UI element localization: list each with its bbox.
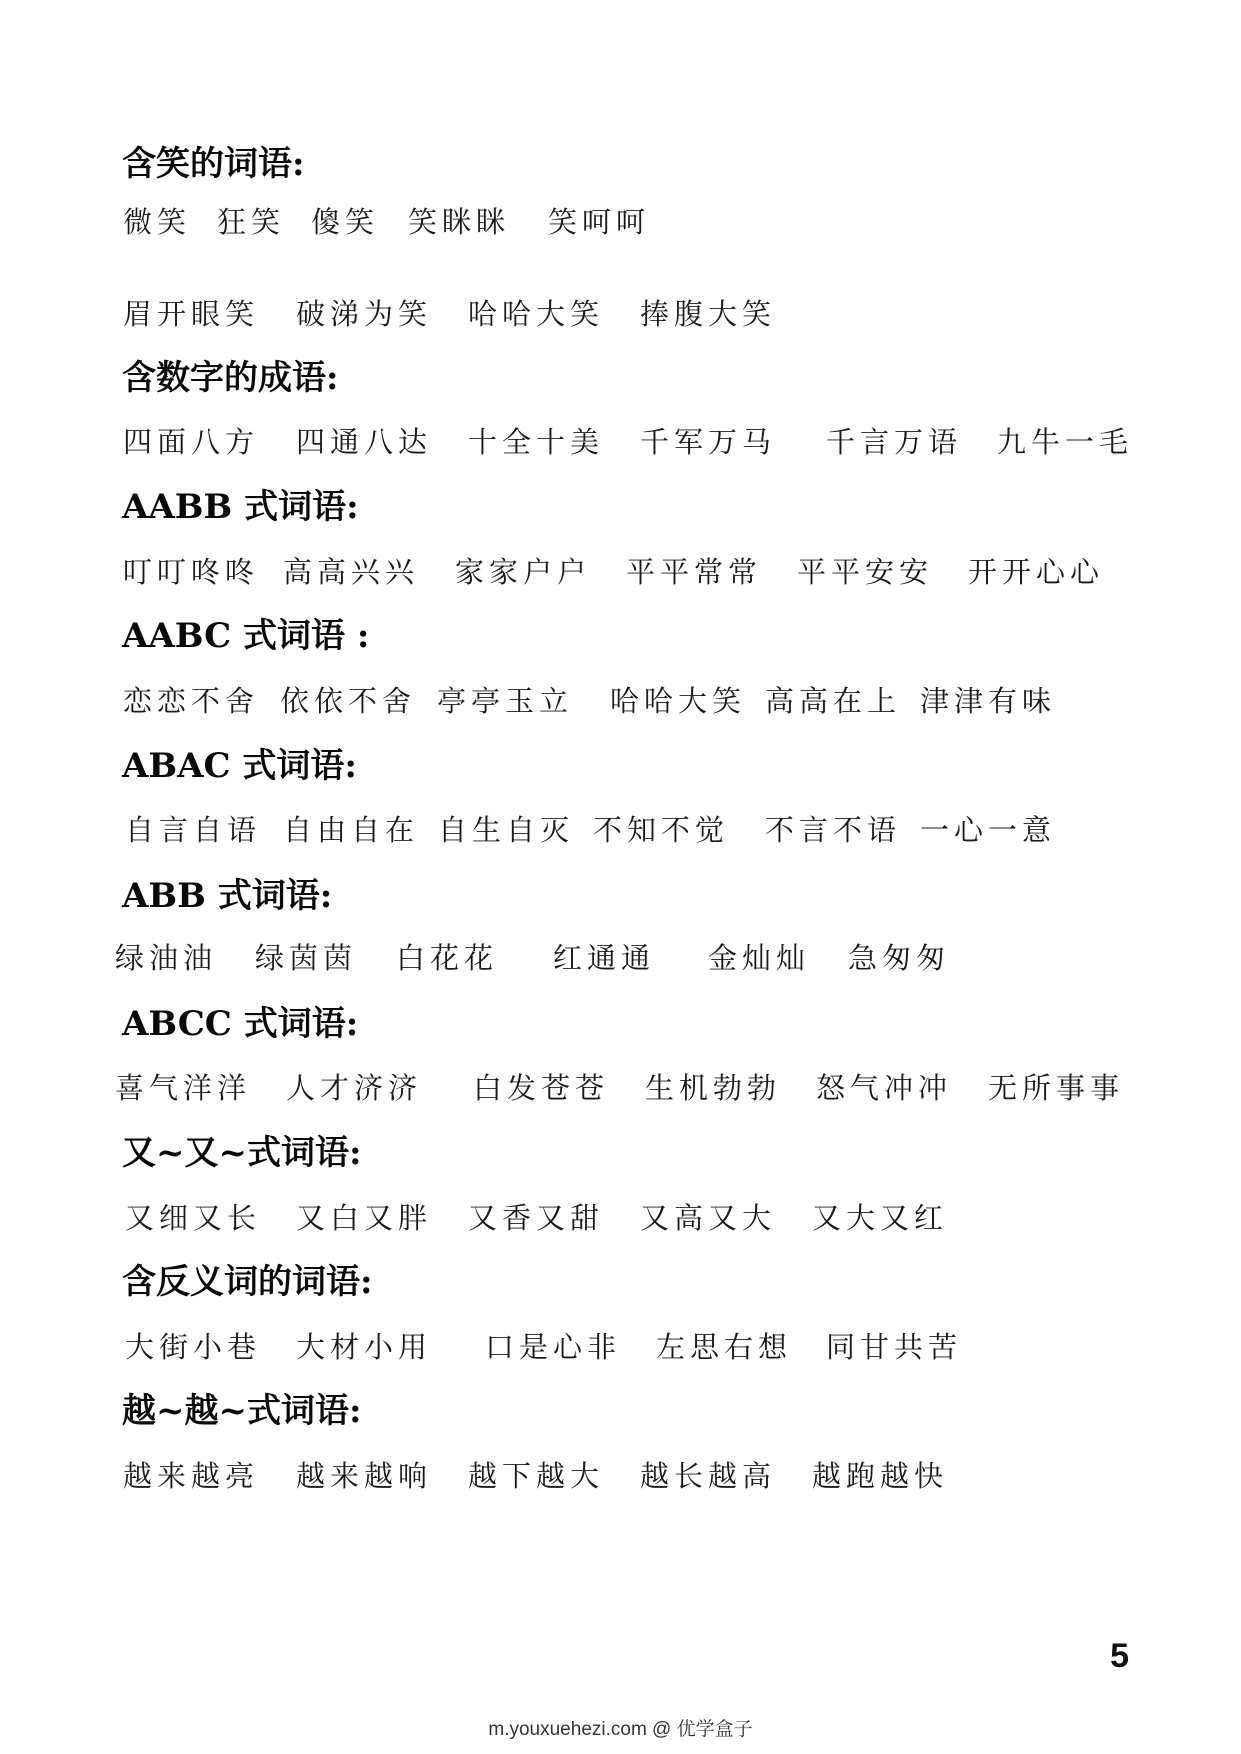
vocabulary-word: 生机勃勃 bbox=[645, 1071, 782, 1105]
vocabulary-word: 无所事事 bbox=[988, 1071, 1125, 1105]
vocabulary-word: 又白又胖 bbox=[296, 1201, 433, 1235]
vocabulary-word: 怒气冲冲 bbox=[816, 1071, 953, 1105]
vocabulary-word: 九牛一毛 bbox=[997, 425, 1134, 459]
vocabulary-word: 越来越亮 bbox=[123, 1459, 260, 1493]
vocabulary-word: 不知不觉 bbox=[593, 813, 730, 847]
vocabulary-word: 笑呵呵 bbox=[548, 205, 651, 239]
section-heading: ABCC 式词语: bbox=[122, 1004, 359, 1044]
section-heading: 含反义词的词语: bbox=[122, 1262, 373, 1302]
vocabulary-word: 平平常常 bbox=[626, 555, 763, 589]
vocabulary-word: 白发苍苍 bbox=[473, 1071, 610, 1105]
vocabulary-word: 自由自在 bbox=[283, 813, 420, 847]
vocabulary-word: 千军万马 bbox=[640, 425, 777, 459]
vocabulary-word: 破涕为笑 bbox=[296, 297, 433, 331]
vocabulary-word: 四面八方 bbox=[123, 425, 260, 459]
vocabulary-word: 千言万语 bbox=[826, 425, 963, 459]
vocabulary-word: 越长越高 bbox=[640, 1459, 777, 1493]
vocabulary-word: 叮叮咚咚 bbox=[123, 555, 260, 589]
section-heading: 含笑的词语: bbox=[122, 144, 305, 184]
vocabulary-word: 十全十美 bbox=[468, 425, 605, 459]
vocabulary-word: 一心一意 bbox=[920, 813, 1057, 847]
section-heading: ABAC 式词语: bbox=[122, 746, 357, 786]
vocabulary-word: 又大又红 bbox=[812, 1201, 949, 1235]
vocabulary-word: 左思右想 bbox=[656, 1330, 793, 1364]
vocabulary-word: 高高在上 bbox=[765, 684, 902, 718]
vocabulary-word: 白花花 bbox=[396, 941, 499, 975]
section-heading: 含数字的成语: bbox=[122, 358, 339, 398]
vocabulary-word: 又高又大 bbox=[640, 1201, 777, 1235]
section-heading: 越~越~式词语: bbox=[122, 1391, 362, 1431]
vocabulary-word: 哈哈大笑 bbox=[610, 684, 747, 718]
vocabulary-word: 依依不舍 bbox=[280, 684, 417, 718]
vocabulary-word: 傻笑 bbox=[311, 205, 380, 239]
vocabulary-word: 喜气洋洋 bbox=[115, 1071, 252, 1105]
section-heading: AABC 式词语 : bbox=[122, 616, 370, 656]
vocabulary-word: 恋恋不舍 bbox=[123, 684, 260, 718]
vocabulary-word: 又细又长 bbox=[125, 1201, 262, 1235]
section-heading: ABB 式词语: bbox=[122, 876, 333, 916]
vocabulary-word: 微笑 bbox=[123, 205, 192, 239]
vocabulary-word: 开开心心 bbox=[968, 555, 1105, 589]
vocabulary-word: 人才济济 bbox=[286, 1071, 423, 1105]
vocabulary-word: 眉开眼笑 bbox=[123, 297, 260, 331]
vocabulary-word: 又香又甜 bbox=[468, 1201, 605, 1235]
vocabulary-word: 亭亭玉立 bbox=[437, 684, 574, 718]
vocabulary-word: 四通八达 bbox=[296, 425, 433, 459]
vocabulary-word: 自生自灭 bbox=[438, 813, 575, 847]
vocabulary-word: 津津有味 bbox=[920, 684, 1057, 718]
vocabulary-word: 绿茵茵 bbox=[255, 941, 358, 975]
vocabulary-word: 平平安安 bbox=[797, 555, 934, 589]
vocabulary-word: 金灿灿 bbox=[708, 941, 811, 975]
vocabulary-word: 越下越大 bbox=[468, 1459, 605, 1493]
vocabulary-word: 自言自语 bbox=[125, 813, 262, 847]
vocabulary-word: 同甘共苦 bbox=[826, 1330, 963, 1364]
page-number: 5 bbox=[1110, 1637, 1129, 1675]
vocabulary-word: 笑眯眯 bbox=[408, 205, 511, 239]
vocabulary-word: 急匆匆 bbox=[848, 941, 951, 975]
section-heading: AABB 式词语: bbox=[122, 487, 359, 527]
vocabulary-word: 红通通 bbox=[553, 941, 656, 975]
vocabulary-word: 哈哈大笑 bbox=[468, 297, 605, 331]
vocabulary-word: 狂笑 bbox=[217, 205, 286, 239]
vocabulary-word: 高高兴兴 bbox=[283, 555, 420, 589]
vocabulary-word: 越来越响 bbox=[296, 1459, 433, 1493]
vocabulary-word: 越跑越快 bbox=[812, 1459, 949, 1493]
vocabulary-word: 口是心非 bbox=[485, 1330, 622, 1364]
vocabulary-word: 大街小巷 bbox=[125, 1330, 262, 1364]
source-watermark: m.youxuehezi.com @ 优学盒子 bbox=[488, 1719, 753, 1740]
vocabulary-word: 家家户户 bbox=[455, 555, 592, 589]
vocabulary-word: 捧腹大笑 bbox=[640, 297, 777, 331]
vocabulary-word: 大材小用 bbox=[296, 1330, 433, 1364]
vocabulary-word: 绿油油 bbox=[115, 941, 218, 975]
vocabulary-word: 不言不语 bbox=[765, 813, 902, 847]
section-heading: 又~又~式词语: bbox=[122, 1133, 362, 1173]
